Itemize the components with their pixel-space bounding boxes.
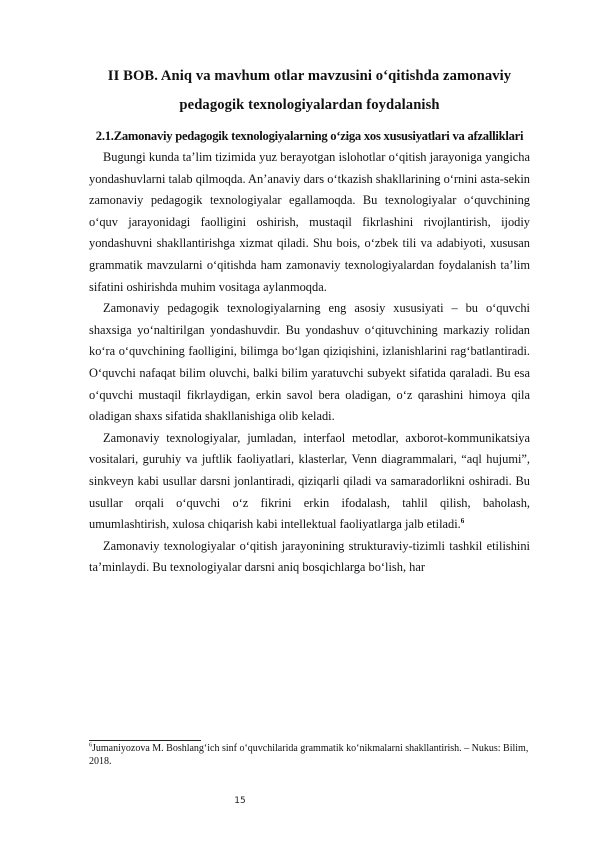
paragraph-3-text: Zamonaviy texnologiyalar, jumladan, interfaol metodlar, axborot-kommunikatsiya vositalari, guruhiy va juftlik faoliyatlari, klasterlar, Venn diagrammalari, “aql hujumi”, sinkveyn kabi usullar darsni jonlantiradi, qiziqarli qiladi va samaradorlikni oshiradi. Bu usullar orqali o‘quvchi o‘z fikrini erkin ifodalash, tahlil qilish, baholash, umumlashtirish, xulosa chiqarish kabi intellektual faoliyatlarga jalb etiladi. [89,430,530,532]
footnote-separator [89,740,201,741]
page-body [89,62,530,579]
footnote-text: Jumaniyozova M. Boshlang‘ich sinf o‘quvchilarida grammatik ko‘nikmalarni shakllantirish. – Nukus: Bilim, 2018. [89,743,529,767]
footnote-marker: 6 [89,742,92,749]
footnote-reference[interactable]: 6 [460,516,465,525]
footnote [89,742,530,768]
section-title: 2.1.Zamonaviy pedagogik texnologiyalarning o‘ziga xos xususiyatlari va afzalliklari [95,129,524,143]
paragraph-2: Zamonaviy pedagogik texnologiyalarning eng asosiy xususiyati – bu o‘quvchi shaxsiga yo‘naltirilgan yondashuvdir. Bu yondashuv o‘qituvchining markaziy rolidan ko‘ra o‘quvchining faolligini, bilimga bo‘lgan qiziqishini, izlanishlarini rag‘batlantiradi. O‘quvchi nafaqat bilim oluvchi, balki bilim yaratuvchi subyekt sifatida qaraladi. Bu esa o‘quvchi mustaqil fikrlaydigan, erkin savol bera oladigan, o‘z qarashini himoya qila oladigan shaxs sifatida shakllanishiga olib keladi. [89,301,530,424]
chapter-title: II BOB. Aniq va mavhum otlar mavzusini o‘qitishda zamonaviy pedagogik texnologiyalardan foydalanish [107,68,512,113]
paragraph-4: Zamonaviy texnologiyalar o‘qitish jarayonining strukturaviy-tizimli tashkil etilishini ta’minlaydi. Bu texnologiyalar darsni aniq bosqichlarga bo‘lish, har [89,538,530,575]
page-number: 15 [234,796,246,806]
paragraph-3 [89,428,530,536]
paragraph-1: Bugungi kunda ta’lim tizimida yuz berayotgan islohotlar o‘qitish jarayoniga yangicha yondashuvlarni talab qilmoqda. An’anaviy dars o‘tkazish shakllarining o‘rnini asta-sekin zamonaviy pedagogik texnologiyalar egallamoqda. Bu texnologiyalar o‘quvchining o‘quv jarayonidagi faolligini oshirish, mustaqil fikrlashini rivojlantirish, ijodiy yondashuvni shakllantirishga xizmat qiladi. Shu bois, o‘zbek tili va adabiyoti, xususan grammatik mavzularni o‘qitishda ham zamonaviy texnologiyalardan foydalanish ta’lim sifatini oshirishda muhim vositaga aylanmoqda. [89,150,530,294]
